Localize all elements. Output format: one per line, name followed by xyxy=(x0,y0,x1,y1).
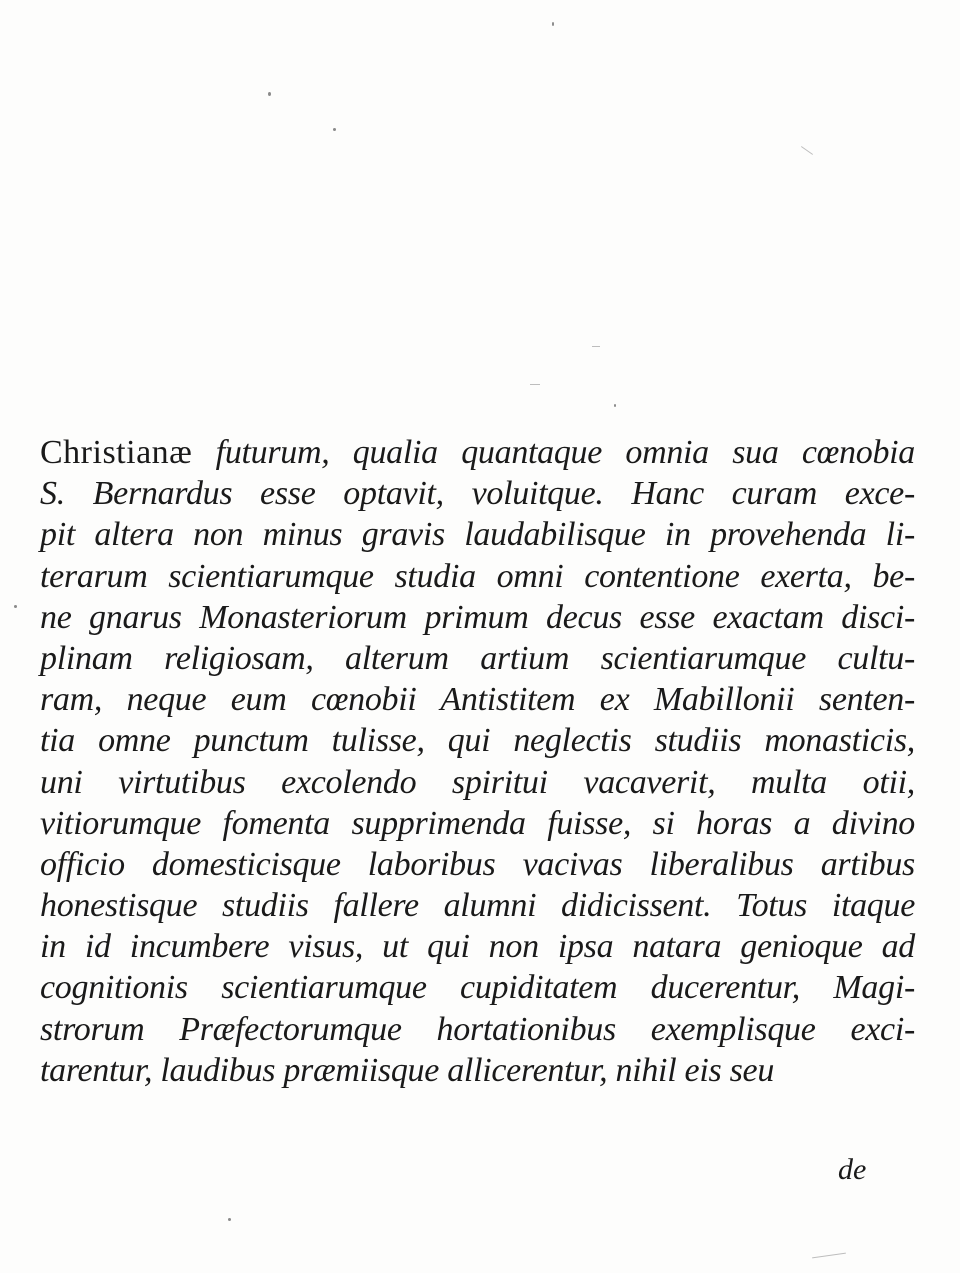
text-line: plinam religiosam, alterum artium scientiarumque cultu- xyxy=(40,639,915,677)
text-line: tia omne punctum tulisse, qui neglectis studiis monasticis, xyxy=(40,722,915,760)
scan-speck xyxy=(14,605,17,608)
text-line: vitiorumque fomenta supprimenda fuisse, si horas a divino xyxy=(40,804,915,842)
scan-smudge xyxy=(592,346,600,347)
scan-speck xyxy=(268,92,271,96)
text-line: in id incumbere visus, ut qui non ipsa natara genioque ad xyxy=(40,928,915,966)
text-line: honestisque studiis fallere alumni didicissent. Totus itaque xyxy=(40,887,915,925)
scan-smudge xyxy=(812,1253,846,1259)
text-line: terarum scientiarumque studia omni contentione exerta, be- xyxy=(40,557,915,595)
text-line: uni virtutibus excolendo spiritui vacaverit, multa otii, xyxy=(40,763,915,801)
scan-speck xyxy=(614,404,616,407)
text-line: strorum Præfectorumque hortationibus exemplisque exci- xyxy=(40,1010,915,1048)
text-line: ram, neque eum cœnobii Antistitem ex Mabillonii senten- xyxy=(40,681,915,719)
text-line: ne gnarus Monasteriorum primum decus esse exactam disci- xyxy=(40,598,915,636)
text-line: pit altera non minus gravis laudabilisque in provehenda li- xyxy=(40,516,915,554)
text-line xyxy=(40,432,915,473)
text-line: tarentur, laudibus præmiisque allicerentur, nihil eis seu xyxy=(40,1051,775,1089)
scan-smudge xyxy=(801,146,813,155)
body-text xyxy=(40,432,915,1091)
scan-speck xyxy=(228,1218,231,1221)
catchword: de xyxy=(838,1153,867,1186)
scan-smudge xyxy=(530,384,540,385)
scan-speck xyxy=(333,128,336,131)
text-line: S. Bernardus esse optavit, voluitque. Hanc curam exce- xyxy=(40,475,915,513)
line-remainder: futurum, qualia quantaque omnia sua cœnobia xyxy=(192,434,915,471)
scan-speck xyxy=(552,22,554,26)
text-line: officio domesticisque laboribus vacivas liberalibus artibus xyxy=(40,845,915,883)
roman-word: Christianæ xyxy=(40,434,193,471)
text-line: cognitionis scientiarumque cupiditatem ducerentur, Magi- xyxy=(40,969,915,1007)
